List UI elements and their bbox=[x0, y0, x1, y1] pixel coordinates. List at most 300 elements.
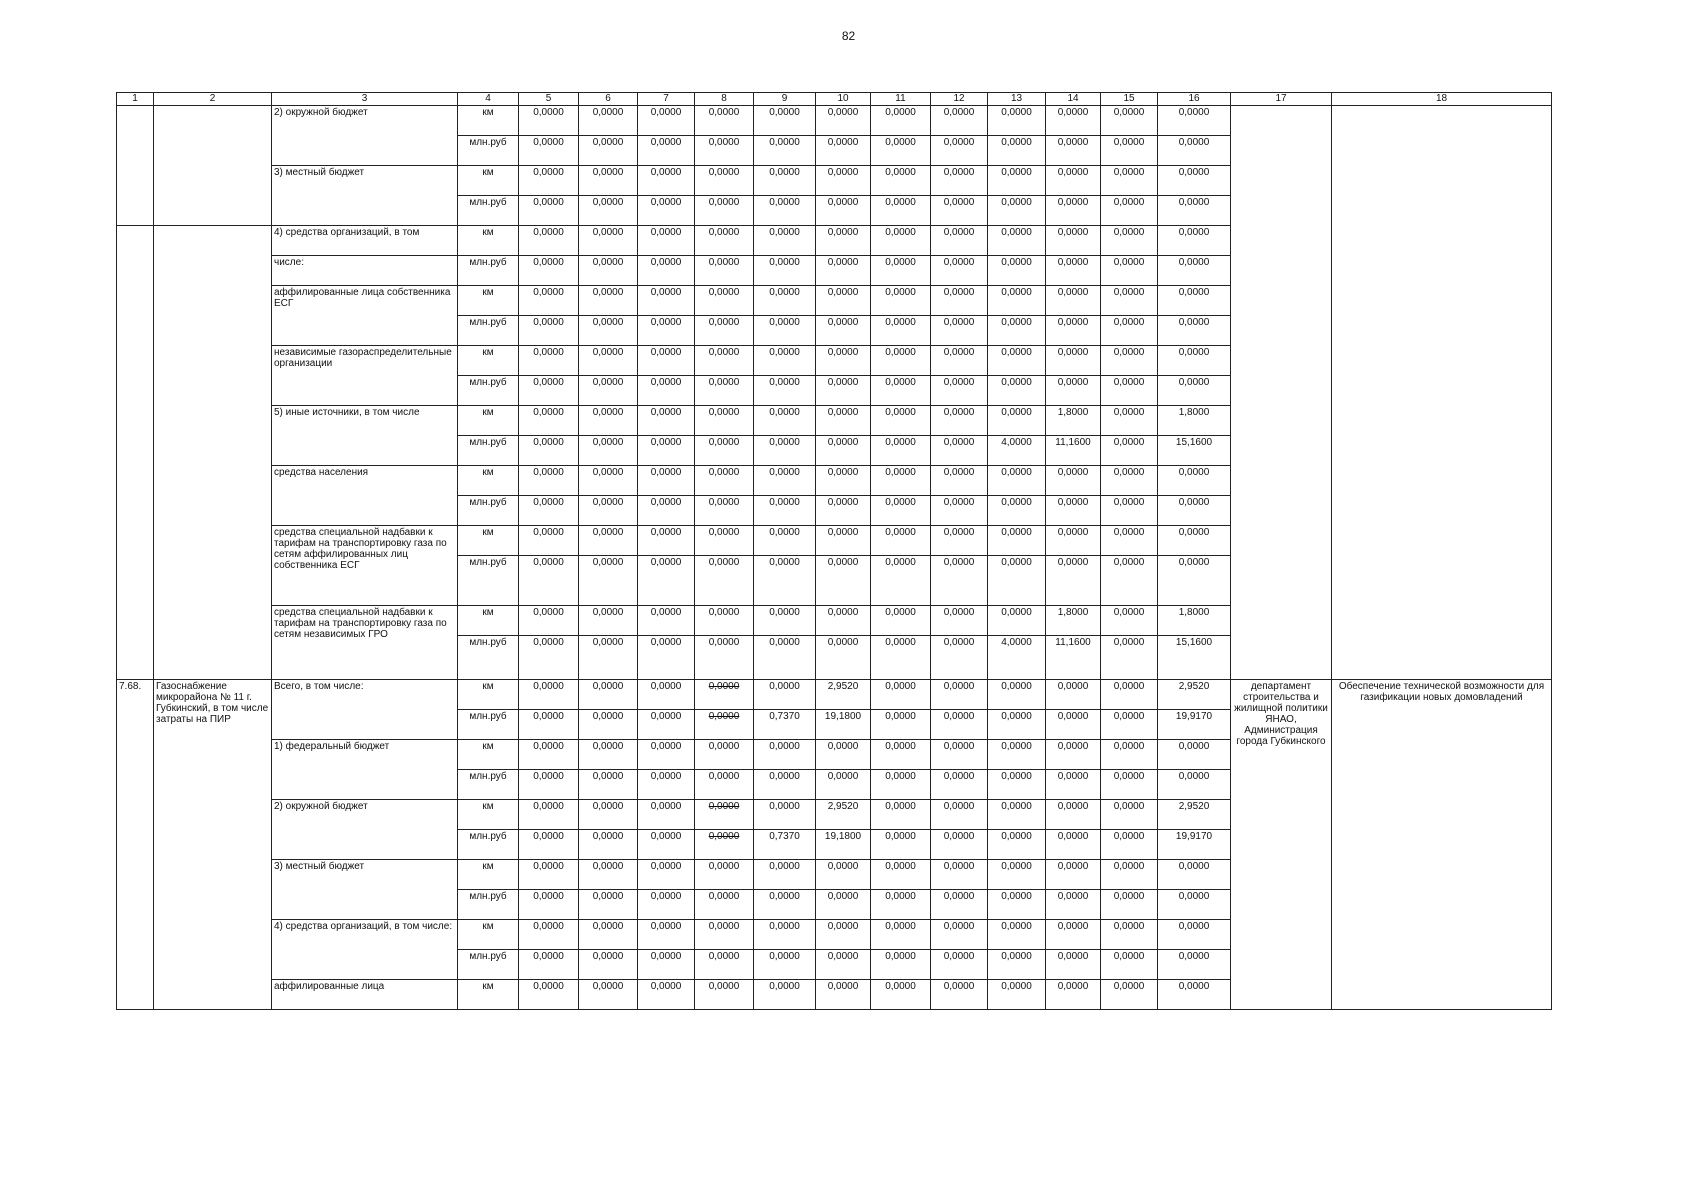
value-cell: 0,0000 bbox=[1101, 710, 1158, 740]
value-cell: 4,0000 bbox=[988, 436, 1046, 466]
value-cell: 0,0000 bbox=[754, 226, 816, 256]
value-cell: 0,0000 bbox=[816, 466, 871, 496]
value-cell: 0,0000 bbox=[1046, 800, 1101, 830]
value-cell: 0,0000 bbox=[638, 136, 695, 166]
value-cell: 0,0000 bbox=[1101, 920, 1158, 950]
value-cell: 0,0000 bbox=[695, 256, 754, 286]
value-cell: 0,0000 bbox=[1046, 680, 1101, 710]
value-cell: 0,0000 bbox=[871, 800, 931, 830]
value-cell: 0,0000 bbox=[1046, 556, 1101, 606]
item-name: Газоснабжение микрорайона № 11 г. Губкинский, в том числе затраты на ПИР bbox=[154, 680, 272, 1010]
value-cell: 0,0000 bbox=[1158, 556, 1231, 606]
value-cell: 0,0000 bbox=[695, 406, 754, 436]
value-cell: 0,0000 bbox=[638, 606, 695, 636]
value-cell: 0,0000 bbox=[988, 740, 1046, 770]
value-cell: 0,0000 bbox=[1046, 920, 1101, 950]
value-cell: 0,7370 bbox=[754, 710, 816, 740]
value-cell: 0,0000 bbox=[695, 196, 754, 226]
value-cell: 0,0000 bbox=[579, 466, 638, 496]
value-cell: 0,0000 bbox=[519, 636, 579, 680]
financing-table bbox=[116, 92, 1552, 1010]
value-cell: 0,0000 bbox=[988, 680, 1046, 710]
value-cell: 0,0000 bbox=[579, 890, 638, 920]
value-cell: 0,0000 bbox=[816, 980, 871, 1010]
value-cell: 0,0000 bbox=[638, 710, 695, 740]
unit-mln-rub: млн.руб bbox=[458, 830, 519, 860]
source-federal-budget: 1) федеральный бюджет bbox=[272, 740, 458, 800]
value-cell: 0,0000 bbox=[931, 860, 988, 890]
value-cell: 0,0000 bbox=[754, 920, 816, 950]
value-cell: 0,0000 bbox=[638, 526, 695, 556]
value-cell: 0,0000 bbox=[871, 680, 931, 710]
value-cell: 0,0000 bbox=[579, 636, 638, 680]
value-cell: 0,0000 bbox=[816, 606, 871, 636]
value-cell: 0,0000 bbox=[988, 226, 1046, 256]
value-cell: 0,0000 bbox=[1101, 316, 1158, 346]
value-cell: 0,0000 bbox=[638, 286, 695, 316]
value-cell: 0,0000 bbox=[695, 346, 754, 376]
value-cell: 0,0000 bbox=[638, 316, 695, 346]
value-cell: 0,0000 bbox=[1158, 466, 1231, 496]
value-cell: 0,0000 bbox=[754, 636, 816, 680]
value-cell: 0,0000 bbox=[579, 920, 638, 950]
value-cell: 15,1600 bbox=[1158, 436, 1231, 466]
value-cell: 0,0000 bbox=[1046, 376, 1101, 406]
value-cell: 0,0000 bbox=[754, 106, 816, 136]
unit-mln-rub: млн.руб bbox=[458, 556, 519, 606]
value-cell: 0,0000 bbox=[1101, 770, 1158, 800]
value-cell: 0,0000 bbox=[1046, 106, 1101, 136]
unit-km: км bbox=[458, 860, 519, 890]
value-cell: 0,0000 bbox=[579, 680, 638, 710]
value-cell: 0,0000 bbox=[988, 890, 1046, 920]
value-cell: 0,0000 bbox=[1101, 740, 1158, 770]
value-cell: 0,0000 bbox=[816, 526, 871, 556]
value-cell: 0,0000 bbox=[931, 800, 988, 830]
value-cell: 0,0000 bbox=[579, 346, 638, 376]
value-cell: 1,8000 bbox=[1046, 406, 1101, 436]
value-cell: 0,0000 bbox=[579, 606, 638, 636]
unit-mln-rub: млн.руб bbox=[458, 256, 519, 286]
value-cell: 0,0000 bbox=[638, 436, 695, 466]
value-cell: 0,0000 bbox=[754, 256, 816, 286]
value-cell: 0,0000 bbox=[931, 680, 988, 710]
value-cell: 0,0000 bbox=[1046, 830, 1101, 860]
value-cell: 0,0000 bbox=[1101, 950, 1158, 980]
value-cell: 0,0000 bbox=[695, 136, 754, 166]
value-cell: 0,0000 bbox=[1101, 346, 1158, 376]
value-cell: 0,0000 bbox=[988, 830, 1046, 860]
value-cell: 0,0000 bbox=[695, 606, 754, 636]
value-cell: 0,0000 bbox=[579, 710, 638, 740]
value-cell: 0,0000 bbox=[931, 770, 988, 800]
value-cell: 0,0000 bbox=[519, 136, 579, 166]
value-cell: 0,0000 bbox=[816, 286, 871, 316]
value-cell: 0,0000 bbox=[1101, 286, 1158, 316]
value-cell: 0,0000 bbox=[871, 436, 931, 466]
value-cell: 0,0000 bbox=[931, 136, 988, 166]
value-cell: 0,0000 bbox=[1158, 770, 1231, 800]
value-cell: 0,0000 bbox=[695, 316, 754, 346]
value-cell: 0,0000 bbox=[1158, 196, 1231, 226]
page-number: 82 bbox=[841, 29, 856, 43]
unit-km: км bbox=[458, 466, 519, 496]
value-cell: 0,0000 bbox=[816, 376, 871, 406]
source-population: средства населения bbox=[272, 466, 458, 526]
value-cell: 0,0000 bbox=[1101, 556, 1158, 606]
col-header-6: 6 bbox=[579, 93, 638, 106]
value-cell: 0,0000 bbox=[638, 556, 695, 606]
value-cell: 0,0000 bbox=[1158, 526, 1231, 556]
value-cell: 0,0000 bbox=[579, 740, 638, 770]
value-cell: 0,0000 bbox=[579, 406, 638, 436]
value-cell: 0,0000 bbox=[931, 106, 988, 136]
value-cell: 0,0000 bbox=[1101, 436, 1158, 466]
value-cell: 0,0000 bbox=[638, 890, 695, 920]
value-cell: 0,0000 bbox=[1046, 136, 1101, 166]
value-cell: 0,0000 bbox=[988, 346, 1046, 376]
value-cell: 0,0000 bbox=[816, 770, 871, 800]
value-cell: 0,0000 bbox=[1046, 890, 1101, 920]
value-cell: 0,0000 bbox=[754, 606, 816, 636]
value-cell: 0,0000 bbox=[754, 950, 816, 980]
value-cell: 0,0000 bbox=[871, 830, 931, 860]
value-cell: 0,0000 bbox=[579, 436, 638, 466]
value-cell: 0,0000 bbox=[1046, 710, 1101, 740]
responsible-executor: департамент строительства и жилищной политики ЯНАО, Администрация города Губкинского bbox=[1231, 680, 1332, 1010]
value-cell: 0,0000 bbox=[519, 890, 579, 920]
expected-result: Обеспечение технической возможности для газификации новых домовладений bbox=[1332, 680, 1552, 1010]
value-cell: 0,0000 bbox=[1158, 890, 1231, 920]
value-cell: 0,0000 bbox=[519, 106, 579, 136]
unit-mln-rub: млн.руб bbox=[458, 136, 519, 166]
value-cell: 0,0000 bbox=[931, 606, 988, 636]
value-cell: 0,0000 bbox=[638, 680, 695, 710]
value-cell: 0,0000 bbox=[871, 890, 931, 920]
value-cell: 0,0000 bbox=[1101, 860, 1158, 890]
value-cell: 4,0000 bbox=[988, 636, 1046, 680]
value-cell: 0,0000 bbox=[519, 436, 579, 466]
cell-item-number bbox=[117, 226, 154, 680]
value-cell: 0,0000 bbox=[871, 980, 931, 1010]
responsible-cell bbox=[1231, 106, 1332, 680]
value-cell: 0,0000 bbox=[871, 376, 931, 406]
value-cell: 0,0000 bbox=[988, 950, 1046, 980]
value-cell: 0,0000 bbox=[871, 346, 931, 376]
value-cell: 0,0000 bbox=[871, 710, 931, 740]
value-cell: 19,1800 bbox=[816, 710, 871, 740]
source-local-budget: 3) местный бюджет bbox=[272, 166, 458, 226]
value-cell: 0,0000 bbox=[1158, 346, 1231, 376]
value-cell: 0,0000 bbox=[1101, 526, 1158, 556]
value-cell: 0,0000 bbox=[816, 950, 871, 980]
value-cell: 0,0000 bbox=[579, 770, 638, 800]
value-cell: 0,0000 bbox=[931, 556, 988, 606]
value-cell: 0,0000 bbox=[754, 136, 816, 166]
value-cell: 0,0000 bbox=[816, 636, 871, 680]
financing-table-wrapper bbox=[116, 92, 1552, 1010]
col-header-17: 17 bbox=[1231, 93, 1332, 106]
value-cell: 0,0000 bbox=[988, 286, 1046, 316]
value-cell: 2,9520 bbox=[816, 800, 871, 830]
source-affiliated: аффилированные лица собственника ЕСГ bbox=[272, 286, 458, 346]
value-cell: 0,0000 bbox=[754, 286, 816, 316]
col-header-2: 2 bbox=[154, 93, 272, 106]
value-cell: 0,0000 bbox=[871, 406, 931, 436]
value-cell: 1,8000 bbox=[1158, 606, 1231, 636]
value-cell: 0,0000 bbox=[871, 286, 931, 316]
value-cell: 0,0000 bbox=[754, 166, 816, 196]
value-cell: 0,0000 bbox=[931, 346, 988, 376]
value-cell: 0,0000 bbox=[988, 556, 1046, 606]
value-cell: 0,0000 bbox=[519, 226, 579, 256]
value-cell: 0,0000 bbox=[931, 980, 988, 1010]
value-cell: 0,0000 bbox=[695, 710, 754, 740]
value-cell: 0,0000 bbox=[754, 466, 816, 496]
value-cell: 0,0000 bbox=[816, 436, 871, 466]
value-cell: 0,0000 bbox=[638, 496, 695, 526]
value-cell: 0,0000 bbox=[695, 166, 754, 196]
value-cell: 0,0000 bbox=[871, 556, 931, 606]
value-cell: 0,0000 bbox=[1158, 136, 1231, 166]
value-cell: 0,0000 bbox=[931, 316, 988, 346]
value-cell: 0,0000 bbox=[931, 196, 988, 226]
value-cell: 0,0000 bbox=[931, 256, 988, 286]
value-cell: 0,0000 bbox=[871, 740, 931, 770]
value-cell: 2,9520 bbox=[1158, 680, 1231, 710]
source-affiliated: аффилированные лица bbox=[272, 980, 458, 1010]
value-cell: 0,0000 bbox=[1046, 980, 1101, 1010]
value-cell: 0,0000 bbox=[988, 920, 1046, 950]
value-cell: 0,0000 bbox=[988, 496, 1046, 526]
value-cell: 0,0000 bbox=[519, 920, 579, 950]
value-cell: 0,0000 bbox=[519, 196, 579, 226]
value-cell: 0,0000 bbox=[931, 710, 988, 740]
col-header-1: 1 bbox=[117, 93, 154, 106]
value-cell: 0,0000 bbox=[754, 680, 816, 710]
unit-km: км bbox=[458, 680, 519, 710]
value-cell: 0,0000 bbox=[695, 496, 754, 526]
value-cell: 0,0000 bbox=[931, 740, 988, 770]
value-cell: 0,0000 bbox=[519, 950, 579, 980]
value-cell: 1,8000 bbox=[1046, 606, 1101, 636]
value-cell: 0,0000 bbox=[638, 346, 695, 376]
value-cell: 0,0000 bbox=[931, 226, 988, 256]
value-cell: 0,0000 bbox=[816, 106, 871, 136]
value-cell: 0,0000 bbox=[754, 346, 816, 376]
value-cell: 0,0000 bbox=[1046, 316, 1101, 346]
value-cell: 0,0000 bbox=[638, 466, 695, 496]
value-cell: 0,0000 bbox=[931, 636, 988, 680]
col-header-15: 15 bbox=[1101, 93, 1158, 106]
value-cell: 0,0000 bbox=[579, 376, 638, 406]
unit-km: км bbox=[458, 406, 519, 436]
value-cell: 0,0000 bbox=[695, 980, 754, 1010]
value-cell: 0,0000 bbox=[871, 316, 931, 346]
value-cell: 0,0000 bbox=[579, 980, 638, 1010]
value-cell: 0,0000 bbox=[1046, 496, 1101, 526]
value-cell: 0,0000 bbox=[816, 166, 871, 196]
value-cell: 0,0000 bbox=[1158, 980, 1231, 1010]
value-cell: 0,0000 bbox=[519, 860, 579, 890]
value-cell: 0,0000 bbox=[1158, 316, 1231, 346]
value-cell: 0,0000 bbox=[519, 316, 579, 346]
value-cell: 0,0000 bbox=[695, 860, 754, 890]
value-cell: 0,0000 bbox=[754, 316, 816, 346]
unit-km: км bbox=[458, 286, 519, 316]
source-organizations: 4) средства организаций, в том bbox=[272, 226, 458, 256]
value-cell: 0,0000 bbox=[519, 346, 579, 376]
value-cell: 0,0000 bbox=[638, 950, 695, 980]
value-cell: 0,0000 bbox=[579, 556, 638, 606]
col-header-18: 18 bbox=[1332, 93, 1552, 106]
source-local-budget: 3) местный бюджет bbox=[272, 860, 458, 920]
goal-cell bbox=[1332, 106, 1552, 680]
value-cell: 0,0000 bbox=[931, 376, 988, 406]
source-organizations: 4) средства организаций, в том числе: bbox=[272, 920, 458, 980]
value-cell: 0,0000 bbox=[519, 980, 579, 1010]
cell-item-number bbox=[117, 106, 154, 226]
value-cell: 0,0000 bbox=[816, 890, 871, 920]
value-cell: 0,0000 bbox=[695, 890, 754, 920]
value-cell: 0,0000 bbox=[871, 466, 931, 496]
value-cell: 0,0000 bbox=[695, 740, 754, 770]
value-cell: 0,0000 bbox=[519, 526, 579, 556]
table-row bbox=[117, 680, 1552, 710]
value-cell: 0,0000 bbox=[816, 740, 871, 770]
value-cell: 0,0000 bbox=[871, 196, 931, 226]
value-cell: 11,1600 bbox=[1046, 636, 1101, 680]
value-cell: 0,0000 bbox=[638, 226, 695, 256]
col-header-16: 16 bbox=[1158, 93, 1231, 106]
value-cell: 0,0000 bbox=[988, 256, 1046, 286]
value-cell: 0,0000 bbox=[754, 376, 816, 406]
value-cell: 0,0000 bbox=[1101, 606, 1158, 636]
value-cell: 0,0000 bbox=[1158, 496, 1231, 526]
value-cell: 0,0000 bbox=[638, 166, 695, 196]
value-cell: 0,0000 bbox=[695, 226, 754, 256]
value-cell: 1,8000 bbox=[1158, 406, 1231, 436]
value-cell: 0,0000 bbox=[638, 256, 695, 286]
col-header-4: 4 bbox=[458, 93, 519, 106]
unit-mln-rub: млн.руб bbox=[458, 196, 519, 226]
source-other: 5) иные источники, в том числе bbox=[272, 406, 458, 466]
value-cell: 0,0000 bbox=[988, 376, 1046, 406]
value-cell: 0,0000 bbox=[1101, 890, 1158, 920]
value-cell: 0,0000 bbox=[754, 526, 816, 556]
cell-item-name bbox=[154, 106, 272, 226]
value-cell: 0,0000 bbox=[579, 226, 638, 256]
value-cell: 0,0000 bbox=[1158, 166, 1231, 196]
value-cell: 0,0000 bbox=[519, 496, 579, 526]
value-cell: 0,0000 bbox=[754, 496, 816, 526]
value-cell: 0,0000 bbox=[871, 496, 931, 526]
value-cell: 0,0000 bbox=[871, 770, 931, 800]
unit-km: км bbox=[458, 226, 519, 256]
unit-km: км bbox=[458, 166, 519, 196]
value-cell: 0,0000 bbox=[931, 496, 988, 526]
value-cell: 0,0000 bbox=[579, 950, 638, 980]
value-cell: 0,0000 bbox=[579, 166, 638, 196]
value-cell: 0,0000 bbox=[988, 860, 1046, 890]
value-cell: 0,0000 bbox=[871, 256, 931, 286]
value-cell: 0,0000 bbox=[871, 526, 931, 556]
value-cell: 0,0000 bbox=[638, 830, 695, 860]
unit-mln-rub: млн.руб bbox=[458, 636, 519, 680]
value-cell: 0,0000 bbox=[638, 196, 695, 226]
value-cell: 19,1800 bbox=[816, 830, 871, 860]
cell-item-name bbox=[154, 226, 272, 680]
value-cell: 0,0000 bbox=[1158, 226, 1231, 256]
value-cell: 0,0000 bbox=[816, 256, 871, 286]
value-cell: 0,0000 bbox=[519, 830, 579, 860]
source-independent-gro: независимые газораспределительные организации bbox=[272, 346, 458, 406]
value-cell: 0,0000 bbox=[1101, 496, 1158, 526]
value-cell: 0,0000 bbox=[1046, 346, 1101, 376]
value-cell: 0,0000 bbox=[1158, 920, 1231, 950]
value-cell: 0,0000 bbox=[816, 346, 871, 376]
value-cell: 0,0000 bbox=[1158, 860, 1231, 890]
col-header-11: 11 bbox=[871, 93, 931, 106]
value-cell: 0,0000 bbox=[1101, 136, 1158, 166]
value-cell: 0,0000 bbox=[1101, 406, 1158, 436]
value-cell: 0,0000 bbox=[519, 256, 579, 286]
value-cell: 0,0000 bbox=[1101, 376, 1158, 406]
value-cell: 0,0000 bbox=[816, 406, 871, 436]
value-cell: 0,0000 bbox=[1158, 256, 1231, 286]
unit-mln-rub: млн.руб bbox=[458, 890, 519, 920]
value-cell: 0,0000 bbox=[871, 226, 931, 256]
value-cell: 0,0000 bbox=[871, 636, 931, 680]
unit-km: км bbox=[458, 526, 519, 556]
value-cell: 0,0000 bbox=[871, 106, 931, 136]
source-okrug-budget: 2) окружной бюджет bbox=[272, 800, 458, 860]
value-cell: 11,1600 bbox=[1046, 436, 1101, 466]
value-cell: 0,0000 bbox=[1046, 226, 1101, 256]
value-cell: 0,0000 bbox=[988, 106, 1046, 136]
value-cell: 0,0000 bbox=[754, 860, 816, 890]
source-surcharge-affiliated: средства специальной надбавки к тарифам на транспортировку газа по сетям аффилированных лиц собственника ЕСГ bbox=[272, 526, 458, 606]
value-cell: 0,0000 bbox=[695, 436, 754, 466]
value-cell: 0,0000 bbox=[931, 436, 988, 466]
value-cell: 0,0000 bbox=[695, 770, 754, 800]
value-cell: 0,0000 bbox=[579, 526, 638, 556]
value-cell: 0,0000 bbox=[754, 556, 816, 606]
value-cell: 0,0000 bbox=[1101, 466, 1158, 496]
value-cell: 0,0000 bbox=[988, 606, 1046, 636]
value-cell: 19,9170 bbox=[1158, 830, 1231, 860]
value-cell: 0,0000 bbox=[1046, 256, 1101, 286]
value-cell: 0,0000 bbox=[695, 556, 754, 606]
value-cell: 0,0000 bbox=[579, 256, 638, 286]
value-cell: 19,9170 bbox=[1158, 710, 1231, 740]
value-cell: 0,0000 bbox=[695, 526, 754, 556]
value-cell: 0,0000 bbox=[519, 680, 579, 710]
value-cell: 0,0000 bbox=[695, 830, 754, 860]
value-cell: 0,0000 bbox=[1046, 166, 1101, 196]
value-cell: 0,0000 bbox=[579, 800, 638, 830]
value-cell: 0,0000 bbox=[931, 890, 988, 920]
value-cell: 0,0000 bbox=[988, 526, 1046, 556]
value-cell: 0,0000 bbox=[754, 436, 816, 466]
unit-mln-rub: млн.руб bbox=[458, 496, 519, 526]
value-cell: 0,0000 bbox=[695, 466, 754, 496]
col-header-8: 8 bbox=[695, 93, 754, 106]
value-cell: 0,0000 bbox=[988, 196, 1046, 226]
value-cell: 0,0000 bbox=[695, 920, 754, 950]
value-cell: 0,0000 bbox=[695, 950, 754, 980]
value-cell: 0,0000 bbox=[1158, 376, 1231, 406]
